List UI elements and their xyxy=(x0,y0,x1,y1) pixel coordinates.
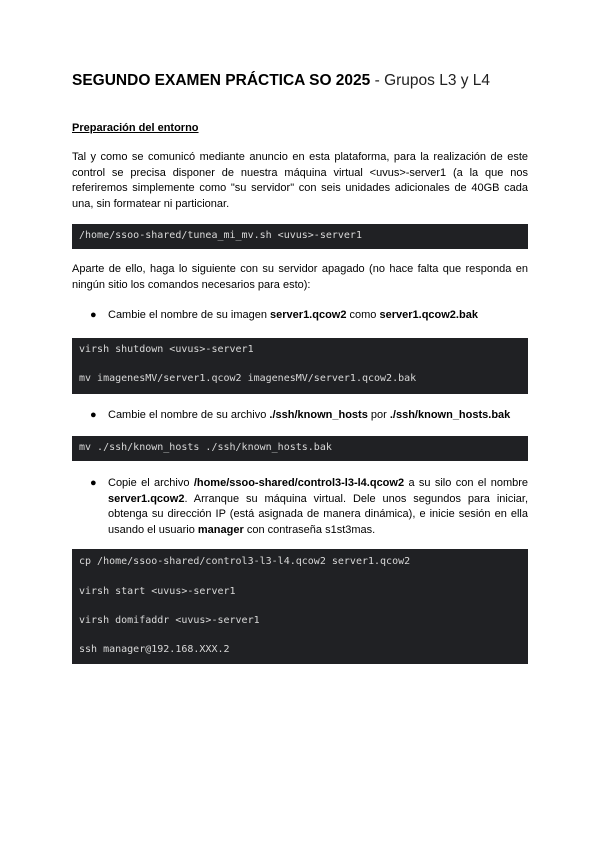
code-line: cp /home/ssoo-shared/control3-l3-l4.qcow2 server1.qcow2 xyxy=(79,556,411,567)
section-heading: Preparación del entorno xyxy=(72,122,199,134)
filename: ./ssh/known_hosts.bak xyxy=(389,409,511,421)
text: Cambie el nombre de su imagen xyxy=(108,309,271,321)
bullet-icon: ● xyxy=(90,477,97,489)
filename: server1.qcow2.bak xyxy=(379,309,478,321)
text: Cambie el nombre de su archivo xyxy=(108,409,270,421)
text: con contraseña s1st3mas. xyxy=(243,523,376,536)
code-block-tunea xyxy=(72,224,528,249)
page-title xyxy=(72,72,490,90)
bullet-icon: ● xyxy=(90,409,97,421)
intro-paragraph: Tal y como se comunicó mediante anuncio en esta plataforma, para la realización de este control se precisa disponer de nuestra máquina virtual <uvus>-server1 (a la que nos referiremos simplemente como "su servidor" con seis unidades adicionales de 40GB cada una, sin formatear ni particionar. xyxy=(72,151,528,210)
bullet-rename-image xyxy=(108,308,528,324)
filename: server1.qcow2 xyxy=(108,492,185,505)
code-line: /home/ssoo-shared/tunea_mi_mv.sh <uvus>-server1 xyxy=(79,230,362,241)
text: Copie el archivo xyxy=(108,477,194,489)
code-block-start-vm xyxy=(72,549,528,664)
code-line: virsh shutdown <uvus>-server1 xyxy=(79,344,254,355)
filename: ./ssh/known_hosts xyxy=(269,409,368,421)
filename: server1.qcow2 xyxy=(270,309,347,321)
username: manager xyxy=(197,523,244,536)
code-block-rename-image xyxy=(72,338,528,394)
code-line: virsh domifaddr <uvus>-server1 xyxy=(79,615,260,626)
code-line: mv imagenesMV/server1.qcow2 imagenesMV/server1.qcow2.bak xyxy=(79,373,417,384)
aparte-paragraph: Aparte de ello, haga lo siguiente con su servidor apagado (no hace falta que responda en ningún sitio los comandos necesarios para esto): xyxy=(72,263,528,291)
text: por xyxy=(367,409,390,421)
bullet-rename-known-hosts xyxy=(108,408,528,424)
title-main: SEGUNDO EXAMEN PRÁCTICA SO 2025 xyxy=(72,72,371,89)
filename: /home/ssoo-shared/control3-l3-l4.qcow2 xyxy=(193,477,405,489)
code-line: mv ./ssh/known_hosts ./ssh/known_hosts.bak xyxy=(79,442,332,453)
bullet-icon: ● xyxy=(90,309,97,321)
text: . Arranque su máquina virtual. Dele unos segundos para iniciar, obtenga su dirección IP (está asignada de manera dinámica), e inicie sesión en ella usando el usuario xyxy=(108,492,528,536)
title-groups: - Grupos L3 y L4 xyxy=(370,72,491,89)
code-block-known-hosts xyxy=(72,436,528,461)
code-line: ssh manager@192.168.XXX.2 xyxy=(79,644,230,655)
text: a su silo con el nombre xyxy=(404,477,529,489)
bullet-copy-image xyxy=(108,476,528,538)
text: como xyxy=(346,309,380,321)
code-line: virsh start <uvus>-server1 xyxy=(79,586,236,597)
